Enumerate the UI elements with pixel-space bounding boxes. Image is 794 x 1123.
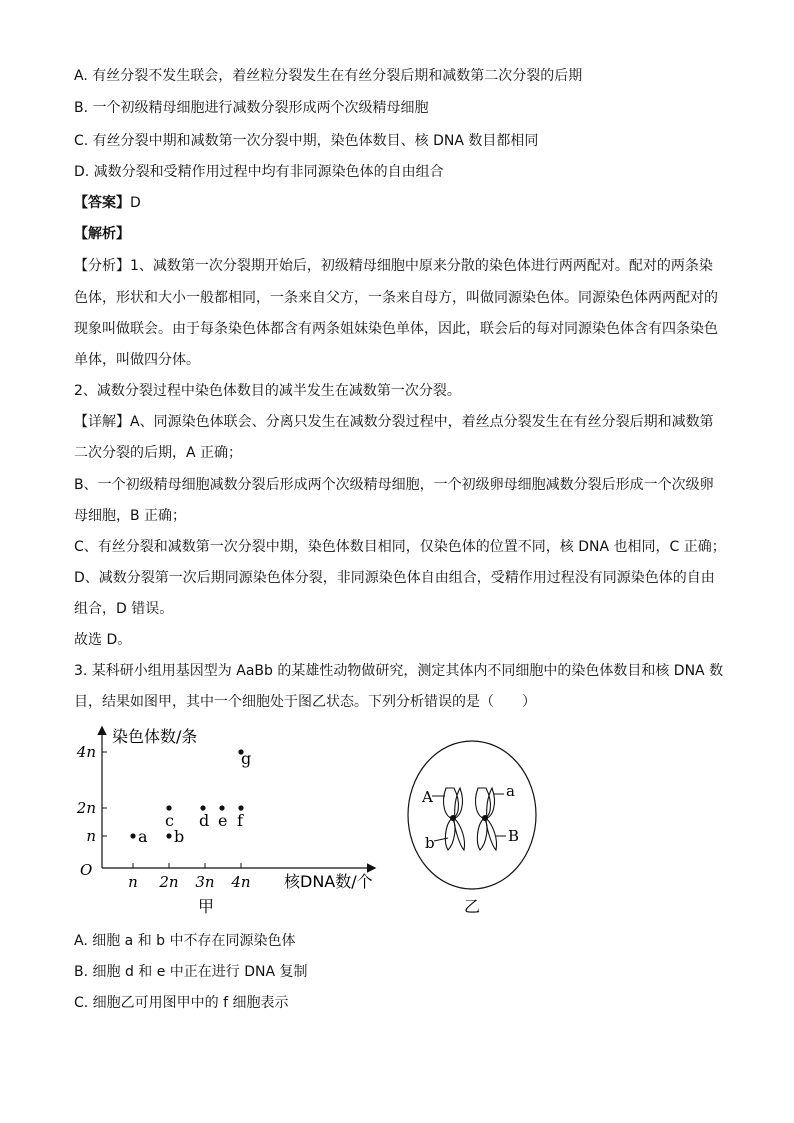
answer-label: 【答案】 — [74, 195, 130, 211]
chromosome-pair-left — [444, 788, 465, 850]
centromere — [451, 816, 456, 821]
x-tick-label: n — [128, 873, 138, 891]
option-c: C. 有丝分裂中期和减数第一次分裂中期，染色体数目、核 DNA 数目都相同 — [74, 133, 539, 149]
y-axis-label: 染色体数/条 — [112, 727, 198, 746]
gene-label-A: A — [422, 788, 433, 806]
caption-left: 甲 — [198, 897, 215, 916]
option-b: B. 一个初级精母细胞进行减数分裂形成两个次级精母细胞 — [74, 100, 429, 116]
question-stem: 目，结果如图甲，其中一个细胞处于图乙状态。下列分析错误的是（ ） — [74, 694, 536, 710]
point-label-e: e — [218, 811, 228, 830]
centromere — [483, 816, 488, 821]
x-tick-label: 4n — [231, 873, 251, 891]
chromatid — [445, 818, 455, 850]
data-point-b — [166, 833, 171, 838]
option-b: B. 细胞 d 和 e 中正在进行 DNA 复制 — [74, 964, 308, 980]
explanation-line: B、一个初级精母细胞减数分裂后形成两个次级精母细胞，一个初级卵母细胞减数分裂后形成一个次级卵 — [74, 477, 714, 493]
y-tick-label: 2n — [76, 799, 96, 817]
x-tick-label: 2n — [159, 873, 179, 891]
answer-line — [74, 193, 141, 213]
explanation-line: 组合，D 错误。 — [74, 601, 174, 617]
point-label-a: a — [138, 827, 148, 846]
explanation-line: 二次分裂的后期，A 正确； — [74, 445, 243, 461]
question-figure — [74, 722, 554, 922]
y-tick-label: 4n — [76, 743, 96, 761]
explanation-line: D、减数分裂第一次后期同源染色体分裂，非同源染色体自由组合，受精作用过程没有同源染色体的自由 — [74, 570, 715, 586]
explanation-line: 色体，形状和大小一般都相同，一条来自父方，一条来自母方，叫做同源染色体。同源染色体两两配对的 — [74, 290, 718, 306]
cell-diagram — [408, 741, 536, 889]
y-tick-label: n — [86, 827, 96, 845]
data-point-e — [219, 805, 224, 810]
option-d: D. 减数分裂和受精作用过程中均有非同源染色体的自由组合 — [74, 164, 444, 180]
chromatid — [486, 818, 497, 850]
explanation-line: 母细胞，B 正确； — [74, 508, 187, 524]
explanation-line: 【详解】A、同源染色体联会、分离只发生在减数分裂过程中，着丝点分裂发生在有丝分裂后期和减数第 — [74, 414, 714, 430]
explanation-line: 现象叫做联会。由于每条染色体都含有两条姐妹染色单体，因此，联会后的每对同源染色体含有四条染色 — [74, 321, 718, 337]
explanation-line: 单体，叫做四分体。 — [74, 352, 200, 368]
point-label-c: c — [165, 811, 174, 830]
explanation-line: 2、减数分裂过程中染色体数目的减半发生在减数第一次分裂。 — [74, 383, 461, 399]
question-stem: 3. 某科研小组用基因型为 AaBb 的某雄性动物做研究，测定其体内不同细胞中的染色体数目和核 DNA 数 — [74, 663, 724, 679]
explanation-line: C、有丝分裂和减数第一次分裂中期，染色体数目相同，仅染色体的位置不同，核 DNA 也相同，C 正确； — [74, 539, 726, 555]
x-axis-label: 核DNA数/个 — [284, 872, 373, 891]
gene-label-a: a — [506, 782, 515, 800]
chromosome-pair-right — [476, 788, 497, 850]
data-point-c — [166, 805, 171, 810]
gene-label-b: b — [425, 834, 435, 852]
origin-label: O — [80, 861, 93, 879]
chromatid — [476, 788, 491, 818]
chromatid — [477, 818, 487, 850]
gene-label-B: B — [508, 827, 520, 845]
option-a: A. 有丝分裂不发生联会，着丝粒分裂发生在有丝分裂后期和减数第二次分裂的后期 — [74, 68, 583, 84]
explanation-line: 故选 D。 — [74, 632, 132, 648]
option-a: A. 细胞 a 和 b 中不存在同源染色体 — [74, 933, 296, 949]
chromatid — [444, 788, 459, 818]
point-label-d: d — [199, 811, 210, 830]
point-label-g: g — [241, 749, 252, 768]
x-tick-label: 3n — [195, 873, 215, 891]
data-point-f — [238, 805, 243, 810]
caption-right: 乙 — [464, 897, 481, 916]
explanation-line: 【分析】1、减数第一次分裂期开始后，初级精母细胞中原来分散的染色体进行两两配对。配对的两条染 — [74, 258, 713, 274]
data-point-a — [130, 833, 135, 838]
point-label-b: b — [174, 827, 185, 846]
scatter-chart — [76, 727, 374, 891]
cell-membrane — [408, 741, 536, 889]
analysis-label: 【解析】 — [74, 226, 130, 242]
option-c: C. 细胞乙可用图甲中的 f 细胞表示 — [74, 995, 289, 1011]
data-point-d — [200, 805, 205, 810]
point-label-f: f — [237, 811, 243, 830]
answer-value: D — [130, 195, 141, 211]
chromatid — [454, 818, 465, 850]
